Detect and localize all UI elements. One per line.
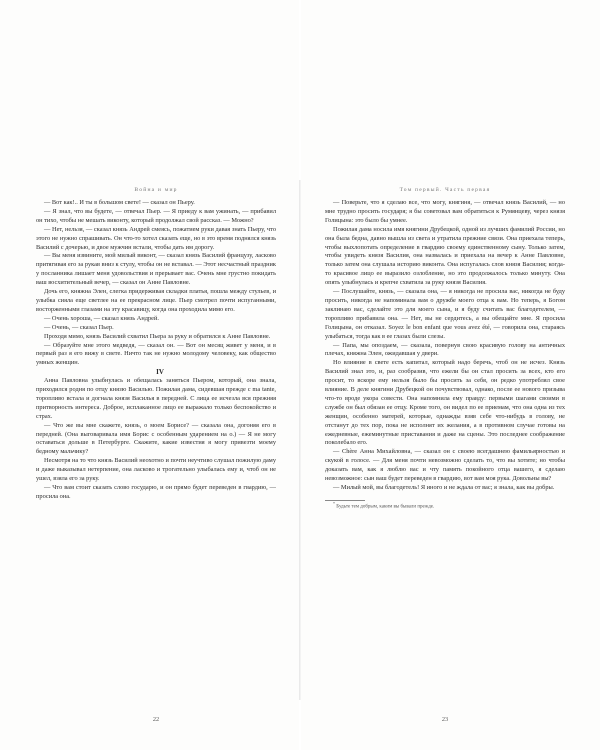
paragraph: — Вот как!.. И ты в большом свете! — сказал он Пьеру.	[44, 199, 195, 206]
paragraph: — Милый мой, вы благодетель! Я иного и не ждала от вас; я знала, как вы добры.	[333, 484, 555, 491]
paragraph: — Послушайте, князь, — сказала она, — я никогда не просила вас, никогда не буду просить, никогда не напоминала вам о дружбе моего отца к вам. Но теперь, я Богом заклинаю вас, сделайте это для моего сына, и я буду считать вас благодетелем, — торопливо прибавила она. — Нет, вы не сердитесь, а вы обещайте мне. Я просила Голицына, он отказал. Soyez le bon enfant que vous avez été, — говорила она, стараясь улыбаться, тогда как в ее глазах были слезы.	[325, 288, 565, 340]
running-head-left: Война и мир	[134, 187, 178, 193]
paragraph: Но влияние в свете есть капитал, который надо беречь, чтоб он не исчез. Князь Василий знал это, и, раз сообразив, что ежели бы он стал просить за всех, кто его просит, то вскоре ему нельзя было бы просить за себя, он редко употреблял свое влияние. В деле княгини Друбецкой он почувствовал, однако, после ее нового призыва что-то вроде укора совести. Она напомнила ему правду: первыми шагами своими в службе он был обязан ее отцу. Кроме того, он видел по ее приемам, что она одна из тех женщин, особенно матерей, которые, однажды взяв себе что-нибудь в голову, не отстанут до тех пор, пока не исполнят их желания, а в противном случае готовы на ежедневные, ежеминутные приставания и даже на сцены. Это последнее соображение поколебало его.	[325, 359, 565, 447]
right-page-text	[325, 199, 565, 511]
left-page-text	[36, 199, 276, 502]
paragraph: — Поверьте, что я сделаю все, что могу, княгиня, — отвечал князь Василий, — но мне трудно просить государя; я бы советовал вам обратиться к Румянцеву, через князя Голицына: это было бы умнее.	[325, 199, 565, 224]
footnote	[325, 500, 565, 511]
chapter-heading: IV	[156, 368, 164, 377]
right-page	[301, 0, 600, 750]
footnote-text: Будьте тем добрым, каким вы бывали прежде.	[336, 504, 435, 510]
footnote-rule	[325, 500, 365, 501]
paragraph: Анна Павловна улыбнулась и обещалась заняться Пьером, который, она знала, приходился родня по отцу князю Василью. Пожилая дама, сидевшая прежде с ma tante, торопливо встала и догнала князя Василья в передней. С лица ее исчезла вся прежняя притворность интереса. Доброе, исплаканное лицо ее выражало только беспокойство и страх.	[36, 377, 276, 420]
paragraph: — Очень хороша, — сказал князь Андрей.	[44, 314, 159, 322]
paragraph: Проходя мимо, князь Василий схватил Пьера за руку и обратился к Анне Павловне.	[44, 332, 271, 340]
paragraph: — Вы меня извините, мой милый виконт, — сказал князь Василий французу, ласково притягивая его за рукав вниз к стулу, чтобы он не вставал. — Этот несчастный праздник у посланника лишает меня удовольствия и прерывает вас. Очень мне грустно покидать ваш восхитительный вечер, — сказал он Анне Павловне.	[36, 252, 276, 287]
paragraph: — Я знал, что вы будете, — отвечал Пьер. — Я приеду к вам ужинать, — прибавил он тихо, чтобы не мешать виконту, который продолжал свой рассказ. — Можно?	[36, 207, 276, 224]
page-number-left: 22	[152, 716, 160, 723]
paragraph: — Образуйте мне этого медведя, — сказал он. — Вот он месяц живет у меня, и в первый раз я его вижу в свете. Ничто так не нужно молодому человеку, как общество умных женщин.	[36, 341, 276, 367]
paragraph: Несмотря на то что князь Василий неохотно и почти неучтиво слушал пожилую даму и даже выказывал нетерпение, она ласково и трогательно улыбалась ему и, чтоб он не ушел, взяла его за руку.	[36, 457, 276, 483]
running-head-right: Том первый. Часть первая	[399, 187, 491, 193]
paragraph: Пожилая дама носила имя княгини Друбецкой, одной из лучших фамилий России, но она была бедна, давно вышла из света и утратила прежние связи. Она приехала теперь, чтобы выхлопотать определение в гвардию своему единственному сыну. Только затем, чтобы увидеть князя Василия, она назвалась и приехала на вечер к Анне Павловне, только затем она слушала историю виконта. Она испугалась слов князя Василия; когда-то красивое лицо ее выразило озлобление, но это продолжалось только минуту. Она опять улыбнулась и крепче схватила за руку князя Василия.	[325, 225, 565, 287]
left-page	[0, 0, 299, 750]
paragraph: — Что же вы мне скажете, князь, о моем Борисе? — сказала она, догоняя его в передней. (Она выговаривала имя Борис с особенным ударением на о.) — Я не могу оставаться дольше в Петербурге. Скажите, какие известия я могу привезти моему бедному мальчику?	[36, 421, 276, 456]
paragraph: — Что вам стоит сказать слово государю, и он прямо будет переведен в гвардию, — просила она.	[36, 484, 276, 500]
paragraph: — Chère Анна Михайловна, — сказал он с своею всегдашнею фамильярностью и скукой в голосе. — Для меня почти невозможно сделать то, что вы хотите; но чтобы доказать вам, как я люблю вас и чту память покойного отца вашего, я сделаю невозможное: сын ваш будет переведен в гвардию, вот вам моя рука. Довольны вы?	[325, 448, 565, 483]
page-number-right: 23	[441, 716, 449, 723]
paragraph: Дочь его, княжна Элен, слегка придерживая складки платья, пошла между стульев, и улыбка сияла еще светлее на ее прекрасном лице. Пьер смотрел почти испуганными, восторженными глазами на эту красавицу, когда она проходила мимо его.	[36, 288, 276, 313]
footnote-marker: *	[333, 500, 335, 506]
paragraph: — Очень, — сказал Пьер.	[44, 323, 114, 331]
paragraph: — Нет, нельзя, — сказал князь Андрей смеясь, пожатием руки давая знать Пьеру, что этого не нужно спрашивать. Он что-то хотел сказать еще, но в это время поднялся князь Василий с дочерью, и двое мужчин встали, чтобы дать им дорогу.	[36, 225, 276, 251]
paragraph: — Папа, мы опоздаем, — сказала, повернув свою красивую голову на античных плечах, княжна Элен, ожидавшая у двери.	[325, 341, 565, 358]
